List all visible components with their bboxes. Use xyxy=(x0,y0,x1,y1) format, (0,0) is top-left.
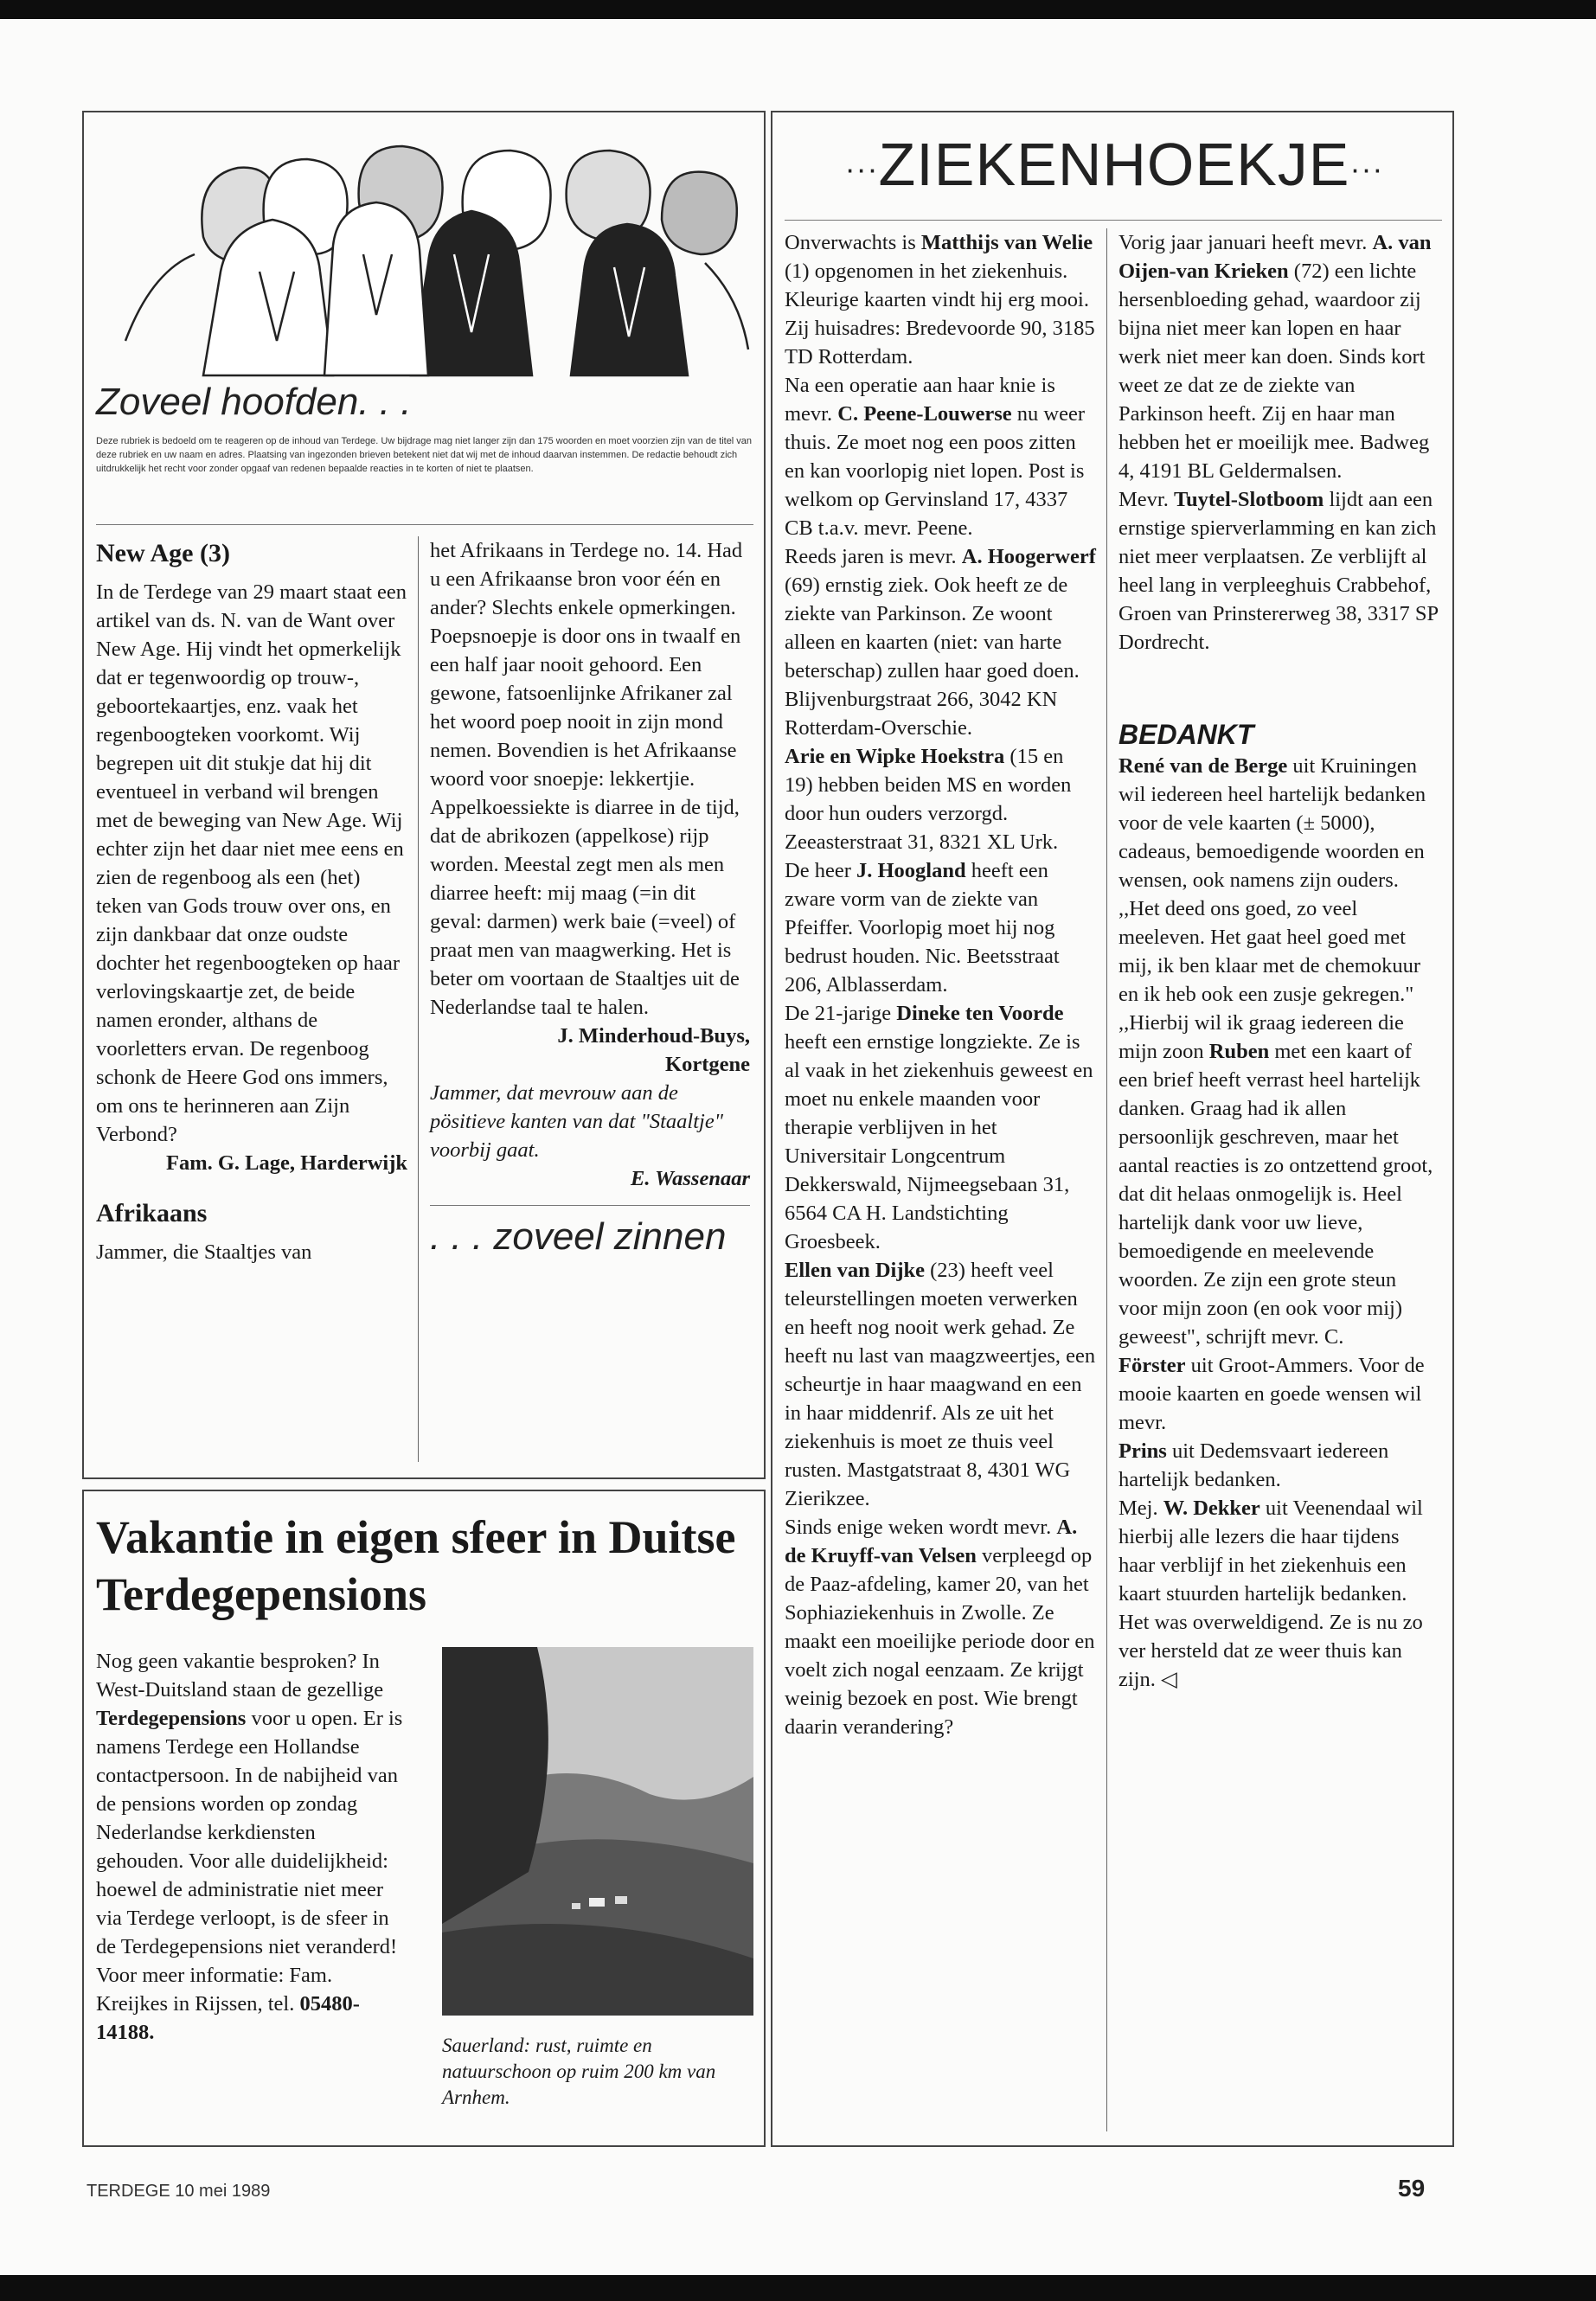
minderhoud-signature-name: J. Minderhoud-Buys, xyxy=(557,1024,750,1048)
notice-paragraph xyxy=(785,228,1096,371)
notice-paragraph xyxy=(1118,485,1439,657)
notice-paragraph xyxy=(1118,752,1439,1009)
ziekenhoekje-column-2-items xyxy=(1118,228,1439,657)
notice-pre: De heer xyxy=(785,859,856,882)
bedankt-items xyxy=(1118,752,1439,1694)
notice-post: uit Groot-Ammers. Voor de mooie kaarten en goede wensen wil mevr. xyxy=(1118,1354,1425,1434)
notice-post: uit Kruiningen wil iedereen heel hartelijk bedanken voor de vele kaarten (± 5000), cadeaus, bemoedigende woorden en wensen, ook namens zijn ouders. ,,Het deed ons goed, zo veel meeleven. Het gaat heel goed met mij, ik ben klaar met de chemokuur en ik heb ook een zusje gekregen." xyxy=(1118,754,1426,1006)
notice-paragraph xyxy=(1118,1494,1439,1694)
heads-illustration xyxy=(99,125,757,384)
notice-post: lijdt aan een ernstige spierverlamming en kan zich niet meer verplaatsen. Ze verblijft al heel lang in verpleeghuis Crabbehof, Groen van Prinstererweg 38, 3317 SP Dordrecht. xyxy=(1118,488,1439,654)
vakantie-body xyxy=(96,1647,407,2047)
notice-paragraph xyxy=(785,999,1096,1256)
notice-post: (1) opgenomen in het ziekenhuis. Kleurige kaarten vindt hij erg mooi. Zij huisadres: Bredevoorde 90, 3185 TD Rotterdam. xyxy=(785,260,1095,369)
notice-pre: ,,Hierbij wil ik graag iedereen die mijn zoon xyxy=(1118,1011,1404,1063)
notice-paragraph xyxy=(785,1256,1096,1513)
notice-pre: Reeds jaren is mevr. xyxy=(785,545,962,568)
title-text: ZIEKENHOEKJE xyxy=(878,131,1350,198)
notice-post: heeft een ernstige longziekte. Ze is al vaak in het ziekenhuis geweest en moet nu enkele maanden voor therapie verblijven in het Universitair Longcentrum Dekkerswald, Nijmeegsebaan 31, 6564 CA H. Landstichting Groesbeek. xyxy=(785,1030,1093,1253)
notice-paragraph xyxy=(785,542,1096,742)
notice-paragraph xyxy=(785,371,1096,542)
title-dots-left: ··· xyxy=(844,151,879,187)
notice-post: (15 en 19) hebben beiden MS en worden door hun ouders verzorgd. Zeeasterstraat 31, 8321 XL Urk. xyxy=(785,745,1072,854)
notice-name: Ruben xyxy=(1208,1040,1270,1063)
notice-post: met een kaart of een brief heeft verrast heel hartelijk danken. Graag had ik allen persoonlijk geschreven, maar het aantal reacties is zo ontzettend groot, dat dit helaas onmogelijk is. Heel hartelijk dank voor uw lieve, bemoedigende en meelevende woorden. Ze zijn een grote steun voor mijn zoon (en ook voor mij) geweest", schrijft mevr. C. xyxy=(1118,1040,1433,1349)
title-dots-right: ··· xyxy=(1349,151,1384,187)
notice-pre: Onverwachts is xyxy=(785,231,921,254)
afrikaans-body-start: Jammer, die Staaltjes van xyxy=(96,1240,312,1264)
notice-pre: Mevr. xyxy=(1118,488,1174,511)
bottom-scan-edge xyxy=(0,2275,1596,2301)
top-scan-edge xyxy=(0,0,1596,19)
notice-paragraph xyxy=(1118,1351,1439,1437)
notice-name: Tuytel-Slotboom xyxy=(1173,488,1324,511)
minderhoud-signature-place: Kortgene xyxy=(665,1053,750,1076)
vakantie-body-intro: Nog geen vakantie besproken? In West-Duitsland staan de gezellige xyxy=(96,1650,384,1702)
intro-divider xyxy=(96,524,753,525)
newage-body: In de Terdege van 29 maart staat een artikel van ds. N. van de Want over New Age. Hij vindt het opmerkelijk dat er tegenwoordig op trouw-, geboortekaartjes, enz. vaak het regenboogteken voorkomt. Wij begrepen uit dit stukje dat hij dit eventueel in verband wil brengen met de beweging van New Age. Wij echter zijn het daar niet mee eens en zien de regenboog als een (het) teken van Gods trouw over ons, en zijn dankbaar dat onze oudste dochter het regenboogteken op haar verlovingskaartje zet, de beide namen eronder, althans de voorletters ervan. De regenboog schonk de Heere God ons immers, om ons te herinneren aan Zijn Verbond? xyxy=(96,580,407,1146)
notice-post: uit Veenendaal wil hierbij alle lezers die haar tijdens haar verblijf in het ziekenhuis een kaart stuurden hartelijk bedanken. Het was overweldigend. Ze is nu zo ver hersteld dat ze weer thuis kan zijn. ◁ xyxy=(1118,1497,1423,1691)
notice-post: (69) ernstig ziek. Ook heeft ze de ziekte van Parkinson. Ze woont alleen en kaarten (niet: van harte beterschap) zullen haar goed doen. Blijvenburgstraat 266, 3042 KN Rotterdam-Overschie. xyxy=(785,574,1080,740)
notice-name: Prins xyxy=(1118,1439,1167,1463)
footer-publication: TERDEGE 10 mei 1989 xyxy=(87,2182,271,2201)
notice-name: Förster xyxy=(1118,1354,1186,1377)
notice-pre: Mej. xyxy=(1118,1497,1163,1520)
photo-caption: Sauerland: rust, ruimte en natuurschoon op ruim 200 km van Arnhem. xyxy=(442,2035,716,2108)
notice-post: uit Dedemsvaart iedereen hartelijk bedanken. xyxy=(1118,1439,1389,1491)
notice-paragraph xyxy=(1118,1009,1439,1351)
zoveel-hoofden-title: Zoveel hoofden. . . xyxy=(96,381,412,423)
zoveel-hoofden-box xyxy=(82,111,766,1479)
rubriek-intro: Deze rubriek is bedoeld om te reageren op de inhoud van Terdege. Uw bijdrage mag niet langer zijn dan 175 woorden en moet voorzien zijn van de titel van deze rubriek en uw naam en adres. Plaatsing van ingezonden brieven betekent niet dat wij met de inhoud daarvan instemmen. De redactie behoudt zich uitdrukkelijk het recht voor zonder opgaaf van redenen bepaalde reacties in te korten of niet te plaatsen. xyxy=(96,436,753,474)
page-number: 59 xyxy=(1398,2175,1426,2202)
ziekenhoekje-column-2 xyxy=(1118,228,1439,1694)
ziekenhoekje-column-divider xyxy=(1106,228,1107,2131)
vakantie-phone: 05480-14188. xyxy=(96,1992,360,2044)
notice-pre: De 21-jarige xyxy=(785,1002,897,1025)
notice-post: (23) heeft veel teleurstellingen moeten verwerken en heeft nog nooit werk gehad. Ze heeft nu last van maagzweertjes, een scheurtje in haar maagwand en een in haar middenrif. Als ze uit het ziekenhuis is moet ze thuis veel rusten. Mastgatstraat 8, 4301 WG Zierikzee. xyxy=(785,1259,1096,1510)
notice-name: A. van Oijen-van Krieken xyxy=(1118,231,1432,283)
notice-name: W. Dekker xyxy=(1163,1497,1260,1520)
ziekenhoekje-title xyxy=(772,121,1456,213)
afrikaans-heading: Afrikaans xyxy=(96,1199,208,1227)
zinnen-divider xyxy=(430,1205,750,1206)
editor-note: Jammer, dat mevrouw aan de pösitieve kanten van dat "Staaltje" voorbij gaat. xyxy=(430,1081,723,1162)
vakantie-box xyxy=(82,1490,766,2147)
vakantie-title: Vakantie in eigen sfeer in Duitse Terdegepensions xyxy=(96,1511,736,1620)
notice-pre: Vorig jaar januari heeft mevr. xyxy=(1118,231,1373,254)
notice-post: heeft een zware vorm van de ziekte van Pfeiffer. Voorlopig moet hij nog bedrust houden. Nic. Beetsstraat 206, Alblasserdam. xyxy=(785,859,1060,997)
notice-paragraph xyxy=(785,1513,1096,1741)
zoveel-zinnen-title: . . . zoveel zinnen xyxy=(430,1215,727,1258)
notice-paragraph xyxy=(785,742,1096,856)
notice-name: A. Hoogerwerf xyxy=(961,545,1096,568)
notice-name: René van de Berge xyxy=(1118,754,1288,778)
title-divider xyxy=(785,220,1442,221)
notice-post: nu weer thuis. Ze moet nog een poos zitten en kan voorlopig niet lopen. Post is welkom op Gervinsland 17, 4337 CB t.a.v. mevr. Peene. xyxy=(785,402,1085,540)
vakantie-body-text: voor u open. Er is namens Terdege een Hollandse contactpersoon. In de nabijheid van de pensions worden op zondag Nederlandse kerkdiensten gehouden. Voor alle duidelijkheid: hoewel de administratie niet meer via Terdege verloopt, is de sfeer in de Terdegepensions niet veranderd! Voor meer informatie: Fam. Kreijkes in Rijssen, tel. xyxy=(96,1707,403,2016)
afrikaans-body: het Afrikaans in Terdege no. 14. Had u een Afrikaanse bron voor één en ander? Slechts enkele opmerkingen. Poepsnoepje is door ons in twaalf en een half jaar nooit gehoord. Een gewone, fatsoenlijnke Afrikaner zal het woord poep nooit in zijn mond nemen. Bovendien is het Afrikaanse woord voor snoepje: lekkertjie. Appelkoessiekte is diarree in de tijd, dat de abrikozen (appelkose) rijp worden. Meestal zegt men als men diarree heeft: mij maag (=in dit geval: darmen) werk baie (=veel) of praat men van maagwerking. Het is beter om voortaan de Staaltjes uit de Nederlandse taal te halen. xyxy=(430,539,743,1019)
notice-paragraph xyxy=(1118,228,1439,485)
notice-name: Ellen van Dijke xyxy=(785,1259,925,1282)
terdegepensions-bold: Terdegepensions xyxy=(96,1707,247,1730)
ziekenhoekje-column-1 xyxy=(785,228,1096,1741)
notice-name: A. de Kruyff-van Velsen xyxy=(785,1516,1078,1567)
notice-post: verpleegd op de Paaz-afdeling, kamer 20, van het Sophiaziekenhuis in Zwolle. Ze maakt een moeilijke periode door en voelt zich nogal eenzaam. Ze krijgt weinig bezoek en post. Wie brengt daarin verandering? xyxy=(785,1544,1095,1739)
sauerland-photo xyxy=(442,1647,753,2016)
notice-name: Dineke ten Voorde xyxy=(896,1002,1064,1025)
notice-paragraph xyxy=(1118,1437,1439,1494)
column-divider xyxy=(418,536,419,1462)
notice-pre: Na een operatie aan haar knie is mevr. xyxy=(785,374,1055,426)
letters-column-2 xyxy=(430,536,750,1263)
newage-signature: Fam. G. Lage, Harderwijk xyxy=(166,1151,407,1175)
letters-column-1 xyxy=(96,536,407,1266)
notice-name: Arie en Wipke Hoekstra xyxy=(785,745,1005,768)
ziekenhoekje-box xyxy=(771,111,1454,2147)
notice-post: (72) een lichte hersenbloeding gehad, waardoor zij bijna niet meer kan lopen en haar werk niet meer kan doen. Sinds kort weet ze dat ze de ziekte van Parkinson heeft. Zij en haar man hebben het er moeilijk mee. Badweg 4, 4191 BL Geldermalsen. xyxy=(1118,260,1430,483)
notice-name: J. Hoogland xyxy=(856,859,966,882)
notice-pre: Sinds enige weken wordt mevr. xyxy=(785,1516,1057,1539)
notice-paragraph xyxy=(785,856,1096,999)
notice-name: C. Peene-Louwerse xyxy=(837,402,1012,426)
bedankt-heading: BEDANKT xyxy=(1118,719,1254,750)
newage-heading: New Age (3) xyxy=(96,539,230,567)
editor-note-signature: E. Wassenaar xyxy=(631,1167,750,1190)
notice-name: Matthijs van Welie xyxy=(920,231,1093,254)
